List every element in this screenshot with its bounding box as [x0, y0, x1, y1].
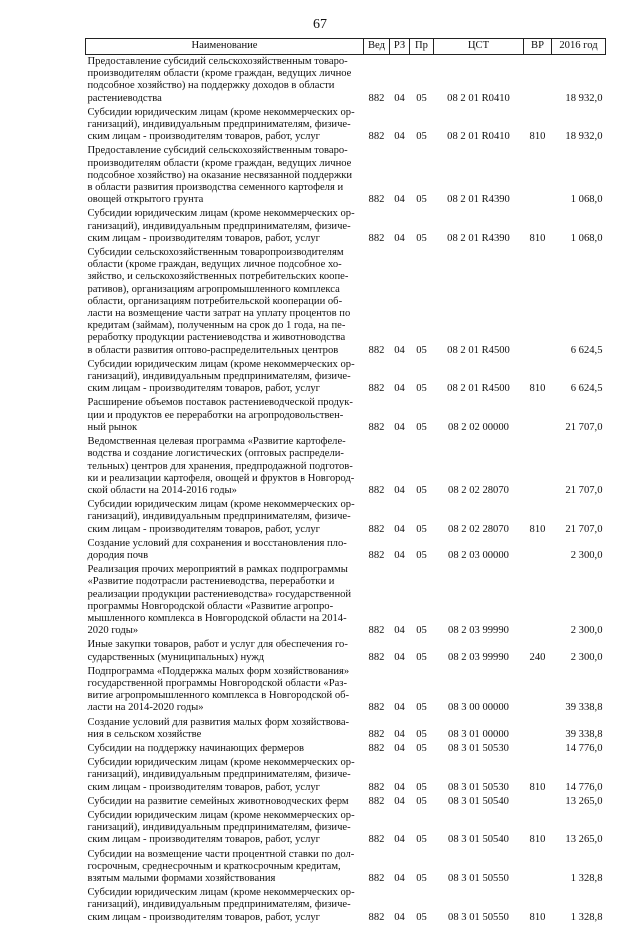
cell-vr: [524, 246, 552, 358]
cell-rz: 04: [394, 344, 405, 356]
cell-pr: 05: [416, 92, 427, 104]
cell-pr: 05: [416, 781, 427, 793]
cell-cst: 08 2 03 99990: [448, 651, 509, 663]
cell-cst: 08 3 01 50530: [448, 781, 509, 793]
cell-vr: 810: [529, 781, 546, 793]
cell-pr: 05: [416, 651, 427, 663]
cell-pr: 05: [416, 232, 427, 244]
cell-rz: 04: [394, 742, 405, 754]
cell-name: Субсидии на поддержку начинающих фермеров: [87, 742, 305, 754]
cell-amount: 13 265,0: [565, 834, 603, 846]
cell-ved: 882: [368, 651, 385, 663]
cell-amount: 21 707,0: [565, 421, 603, 433]
cell-name: Создание условий для сохранения и восстановления пло- дородия почв: [87, 537, 347, 561]
cell-ved: 882: [368, 232, 385, 244]
cell-amount: 1 068,0: [570, 232, 603, 244]
cell-amount: 18 932,0: [565, 92, 603, 104]
cell-ved: 882: [368, 131, 385, 143]
cell-name: Подпрограмма «Поддержка малых форм хозяйствования» государственной программы Новгородской области «Раз- витие агропромышленного комплекса в Новгородской об- ласти на 2014-2020 годы»: [87, 665, 350, 714]
cell-rz: 04: [394, 781, 405, 793]
cell-ved: 882: [368, 728, 385, 740]
cell-rz: 04: [394, 92, 405, 104]
cell-name: Ведомственная целевая программа «Развитие картофеле- водства и создание логистических (оптовых распредели- тельных) центров для хранения, предпродажной подготов- ки и реализации картофеля, овощей и фруктов в Новгород- ской области на 2014-2016 годы»: [87, 436, 355, 496]
cell-cst: 08 2 02 28070: [448, 484, 509, 496]
page-number: 67: [313, 17, 327, 32]
cell-ved: 882: [368, 873, 385, 884]
cell-ved: 882: [368, 742, 385, 754]
table-row: [86, 358, 606, 397]
cell-ved: 882: [368, 344, 385, 356]
cell-pr: 05: [416, 383, 427, 395]
header-rz: РЗ: [390, 39, 410, 55]
cell-amount: 6 624,5: [570, 383, 603, 395]
cell-name: Субсидии юридическим лицам (кроме некоммерческих ор- ганизаций), индивидуальным предпринимателям, физиче- ским лицам - производителям товаров, работ, услуг: [87, 499, 355, 535]
cell-pr: 05: [416, 742, 427, 754]
cell-name: Субсидии юридическим лицам (кроме некоммерческих ор- ганизаций), индивидуальным предпринимателям, физиче- ским лицам - производителям товаров, работ, услуг: [87, 809, 355, 846]
cell-cst: 08 3 01 50550: [448, 873, 509, 884]
header-pr: Пр: [410, 39, 434, 55]
cell-amount: 2 300,0: [570, 549, 603, 561]
cell-rz: 04: [394, 194, 405, 206]
cell-ved: 882: [368, 549, 385, 561]
cell-ved: 882: [368, 421, 385, 433]
cell-name: Субсидии юридическим лицам (кроме некоммерческих ор- ганизаций), индивидуальным предпринимателям, физиче- ским лицам - производителям товаров, работ, услуг: [87, 106, 355, 143]
cell-rz: 04: [394, 728, 405, 740]
cell-vr: [524, 537, 552, 563]
cell-vr: [524, 665, 552, 716]
table-row: [86, 756, 606, 795]
table-body: [86, 55, 606, 925]
cell-name: Субсидии юридическим лицам (кроме некоммерческих ор- ганизаций), индивидуальным предпринимателям, физиче- ским лицам - производителям товаров, работ, услуг: [87, 208, 355, 244]
cell-vr: 810: [529, 834, 546, 846]
cell-rz: 04: [394, 421, 405, 433]
cell-vr: 810: [529, 523, 546, 535]
cell-ved: 882: [368, 383, 385, 395]
cell-pr: 05: [416, 523, 427, 535]
cell-cst: 08 3 00 00000: [448, 702, 509, 714]
cell-rz: 04: [394, 834, 405, 846]
cell-cst: 08 3 01 00000: [448, 728, 509, 740]
cell-vr: 240: [529, 651, 546, 663]
cell-amount: 21 707,0: [565, 484, 603, 496]
cell-vr: [524, 396, 552, 435]
cell-cst: 08 3 01 50550: [448, 911, 509, 923]
table-header-row: [86, 39, 606, 55]
cell-cst: 08 2 03 00000: [448, 549, 509, 561]
cell-ved: 882: [368, 834, 385, 846]
table-row: [86, 809, 606, 848]
cell-vr: 810: [529, 131, 546, 143]
cell-cst: 08 2 02 28070: [448, 523, 509, 535]
cell-name: Субсидии на развитие семейных животноводческих ферм: [87, 795, 349, 807]
cell-cst: 08 2 01 R0410: [447, 131, 510, 143]
table-row: [86, 742, 606, 756]
cell-vr: [524, 795, 552, 809]
table-row: [86, 795, 606, 809]
cell-name: Субсидии юридическим лицам (кроме некоммерческих ор- ганизаций), индивидуальным предпринимателям, физиче- ским лицам - производителям товаров, работ, услуг: [87, 757, 355, 793]
cell-rz: 04: [394, 131, 405, 143]
cell-name: Предоставление субсидий сельскохозяйственным товаро- производителям области (кроме граждан, ведущих личное подсобное хозяйство) на поддержку доходов в области растениеводства: [87, 56, 352, 104]
cell-cst: 08 2 01 R4390: [447, 232, 510, 244]
table-row: [86, 716, 606, 742]
cell-vr: 810: [529, 232, 546, 244]
cell-pr: 05: [416, 795, 427, 807]
cell-rz: 04: [394, 523, 405, 535]
cell-amount: 13 265,0: [565, 795, 603, 807]
cell-amount: 14 776,0: [565, 742, 603, 754]
cell-rz: 04: [394, 383, 405, 395]
table-row: [86, 246, 606, 358]
cell-amount: 6 624,5: [570, 344, 603, 356]
cell-cst: 08 2 01 R4500: [447, 383, 510, 395]
cell-ved: 882: [368, 702, 385, 714]
table-row: [86, 106, 606, 145]
cell-rz: 04: [394, 651, 405, 663]
header-cst: ЦСТ: [434, 39, 524, 55]
cell-cst: 08 2 01 R4390: [447, 194, 510, 206]
cell-amount: 1 328,8: [570, 873, 603, 884]
cell-pr: 05: [416, 421, 427, 433]
cell-cst: 08 2 01 R4500: [447, 344, 510, 356]
cell-amount: 21 707,0: [565, 523, 603, 535]
cell-rz: 04: [394, 484, 405, 496]
cell-cst: 08 3 01 50540: [448, 834, 509, 846]
cell-pr: 05: [416, 911, 427, 923]
table-row: [86, 207, 606, 246]
cell-name: Субсидии сельскохозяйственным товаропроизводителям области (кроме граждан, ведущих личное подсобное хо- зяйство, и сельскохозяйственных потребительских коопе- ративов), организациям агропромышленного комплекса области, организациям потребительской кооперации об- ласти на возмещение части затрат на уплату процентов по кредитам (займам), полученным на срок до 1 года, на пе- реработку продукции растениеводства и животноводства в области развития оптово-распределительных центров: [87, 247, 351, 356]
cell-ved: 882: [368, 484, 385, 496]
cell-name: Субсидии юридическим лицам (кроме некоммерческих ор- ганизаций), индивидуальным предпринимателям, физиче- ским лицам - производителям товаров, работ, услуг: [87, 887, 355, 923]
cell-ved: 882: [368, 911, 385, 923]
cell-name: Предоставление субсидий сельскохозяйственным товаро- производителям области (кроме граждан, ведущих личное подсобное хозяйство) на оказание несвязанной поддержки в области развития производства семенного картофеля и овощей открытого грунта: [87, 145, 353, 206]
cell-ved: 882: [368, 795, 385, 807]
cell-pr: 05: [416, 873, 427, 884]
cell-amount: 2 300,0: [570, 625, 603, 637]
cell-vr: 810: [529, 911, 546, 923]
cell-vr: [524, 848, 552, 887]
table-row: [86, 563, 606, 638]
table-row: [86, 55, 606, 106]
cell-vr: [524, 563, 552, 638]
cell-amount: 39 338,8: [565, 728, 603, 740]
cell-ved: 882: [368, 92, 385, 104]
cell-pr: 05: [416, 702, 427, 714]
cell-pr: 05: [416, 484, 427, 496]
cell-ved: 882: [368, 523, 385, 535]
cell-amount: 1 068,0: [570, 194, 603, 206]
cell-ved: 882: [368, 194, 385, 206]
cell-rz: 04: [394, 873, 405, 884]
cell-name: Расширение объемов поставок растениеводческой продук- ции и продуктов ее переработки на агропродовольствен- ный рынок: [87, 397, 353, 433]
cell-amount: 14 776,0: [565, 781, 603, 793]
cell-pr: 05: [416, 344, 427, 356]
cell-cst: 08 3 01 50540: [448, 795, 509, 807]
cell-cst: 08 3 01 50530: [448, 742, 509, 754]
table-row: [86, 435, 606, 498]
cell-vr: [524, 716, 552, 742]
cell-cst: 08 2 03 99990: [448, 625, 509, 637]
cell-vr: [524, 742, 552, 756]
cell-name: Реализация прочих мероприятий в рамках подпрограммы «Развитие подотрасли растениеводства, переработки и реализации продукции растениеводства» государственной программы Новгородской области «Развитие агропро- мышленного комплекса в Новгородской области на 2014- 2020 годы»: [87, 564, 352, 637]
cell-vr: [524, 144, 552, 207]
table-row: [86, 144, 606, 207]
cell-vr: [524, 435, 552, 498]
cell-rz: 04: [394, 795, 405, 807]
cell-vr: [524, 55, 552, 106]
cell-pr: 05: [416, 728, 427, 740]
cell-ved: 882: [368, 625, 385, 637]
cell-ved: 882: [368, 781, 385, 793]
cell-cst: 08 2 01 R0410: [447, 92, 510, 104]
table-row: [86, 396, 606, 435]
cell-name: Субсидии юридическим лицам (кроме некоммерческих ор- ганизаций), индивидуальным предпринимателям, физиче- ским лицам - производителям товаров, работ, услуг: [87, 358, 355, 395]
cell-pr: 05: [416, 194, 427, 206]
cell-pr: 05: [416, 625, 427, 637]
header-vr: ВР: [524, 39, 552, 55]
cell-name: Субсидии на возмещение части процентной ставки по дол- госрочным, среднесрочным и краткосрочным кредитам, взятым малыми формами хозяйствования: [87, 848, 355, 884]
cell-amount: 39 338,8: [565, 702, 603, 714]
cell-rz: 04: [394, 625, 405, 637]
header-ved: Вед: [364, 39, 390, 55]
table-row: [86, 886, 606, 925]
header-name: Наименование: [86, 39, 364, 55]
cell-amount: 18 932,0: [565, 131, 603, 143]
cell-name: Создание условий для развития малых форм хозяйствова- ния в сельском хозяйстве: [87, 716, 350, 740]
cell-pr: 05: [416, 549, 427, 561]
cell-name: Иные закупки товаров, работ и услуг для обеспечения го- сударственных (муниципальных) нужд: [87, 639, 348, 663]
table-row: [86, 848, 606, 887]
cell-rz: 04: [394, 911, 405, 923]
cell-rz: 04: [394, 232, 405, 244]
table-row: [86, 665, 606, 716]
cell-rz: 04: [394, 549, 405, 561]
cell-amount: 1 328,8: [570, 911, 603, 923]
cell-pr: 05: [416, 131, 427, 143]
cell-cst: 08 2 02 00000: [448, 421, 509, 433]
budget-table: [85, 38, 606, 925]
cell-pr: 05: [416, 834, 427, 846]
table-row: [86, 498, 606, 537]
table-row: [86, 638, 606, 664]
cell-rz: 04: [394, 702, 405, 714]
table-row: [86, 537, 606, 563]
cell-vr: 810: [529, 383, 546, 395]
header-amount: 2016 год: [552, 39, 606, 55]
cell-amount: 2 300,0: [570, 651, 603, 663]
